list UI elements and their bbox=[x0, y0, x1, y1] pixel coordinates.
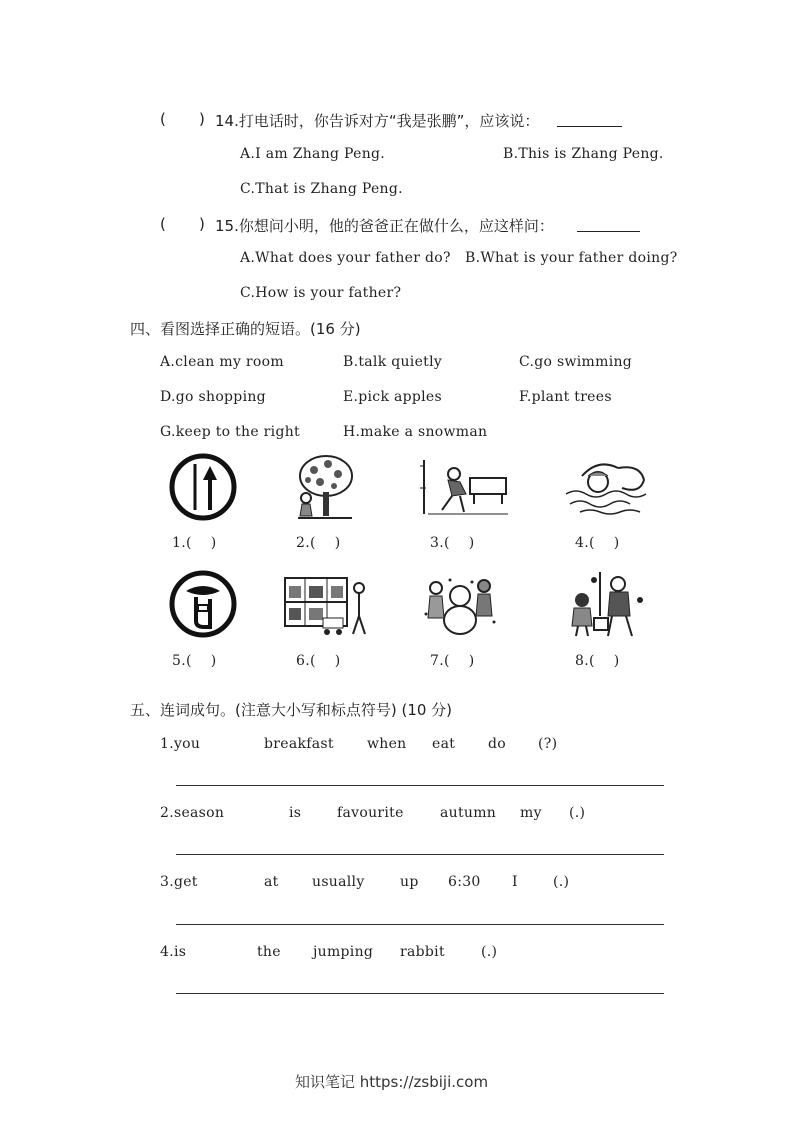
swimming-icon bbox=[560, 454, 650, 518]
item-3-word: at bbox=[264, 874, 279, 890]
q15-option-b: B.What is your father doing? bbox=[465, 250, 678, 266]
picture-6-label: 6.( ) bbox=[296, 653, 341, 669]
item-4-number: 4.is bbox=[160, 944, 187, 960]
item-1-word: breakfast bbox=[264, 736, 334, 752]
item-2-word: my bbox=[520, 805, 542, 821]
item-2-word: favourite bbox=[337, 805, 404, 821]
q15-stem: 15.你想问小明，他的爸爸正在做什么，应这样问： bbox=[215, 217, 554, 235]
tree-planting-icon bbox=[294, 452, 356, 522]
item-2-word: is bbox=[289, 805, 302, 821]
item-1-word: do bbox=[488, 736, 506, 752]
q14-answer-blank[interactable] bbox=[557, 126, 622, 127]
item-2-word: (.) bbox=[569, 805, 586, 821]
phrase-f: F.plant trees bbox=[519, 389, 612, 405]
picture-3-label: 3.( ) bbox=[430, 535, 475, 551]
boy-cleaning-room-icon bbox=[418, 458, 510, 518]
q14-stem: 14.打电话时，你告诉对方“我是张鹏”，应该说： bbox=[215, 112, 540, 130]
phrase-a: A.clean my room bbox=[160, 354, 284, 370]
picture-7-label: 7.( ) bbox=[430, 653, 475, 669]
phrase-d: D.go shopping bbox=[160, 389, 266, 405]
item-4-word: (.) bbox=[481, 944, 498, 960]
picture-2-label: 2.( ) bbox=[296, 535, 341, 551]
q15-option-a: A.What does your father do? bbox=[240, 250, 451, 266]
picture-1-label: 1.( ) bbox=[172, 535, 217, 551]
picture-5-label: 5.( ) bbox=[172, 653, 217, 669]
item-3-answer-line[interactable] bbox=[176, 924, 664, 925]
phrase-c: C.go swimming bbox=[519, 354, 633, 370]
item-2-answer-line[interactable] bbox=[176, 854, 664, 855]
item-3-word: 6:30 bbox=[448, 874, 481, 890]
quiet-sign-icon bbox=[168, 569, 238, 639]
item-3-word: usually bbox=[312, 874, 365, 890]
section4-title: 四、看图选择正确的短语。(16 分) bbox=[130, 320, 361, 338]
phrase-h: H.make a snowman bbox=[343, 424, 488, 440]
item-1-number: 1.you bbox=[160, 736, 201, 752]
q14-option-a: A.I am Zhang Peng. bbox=[240, 146, 386, 162]
q15-paren-open: ( bbox=[160, 215, 166, 233]
item-3-word: up bbox=[400, 874, 419, 890]
section5-title: 五、连词成句。(注意大小写和标点符号) (10 分) bbox=[130, 701, 453, 719]
item-4-word: jumping bbox=[313, 944, 374, 960]
phrase-e: E.pick apples bbox=[343, 389, 443, 405]
q14-paren-close: ) bbox=[199, 110, 205, 128]
q15-option-c: C.How is your father? bbox=[240, 285, 402, 301]
item-1-word: (?) bbox=[538, 736, 558, 752]
shopping-icon bbox=[283, 574, 371, 638]
picture-8-label: 8.( ) bbox=[575, 653, 620, 669]
keep-right-sign-icon bbox=[168, 452, 238, 522]
item-3-number: 3.get bbox=[160, 874, 198, 890]
item-1-word: eat bbox=[432, 736, 456, 752]
picture-4-label: 4.( ) bbox=[575, 535, 620, 551]
item-4-word: the bbox=[257, 944, 281, 960]
q15-paren-close: ) bbox=[199, 215, 205, 233]
picking-apples-icon bbox=[568, 570, 648, 640]
q14-paren-open: ( bbox=[160, 110, 166, 128]
q15-answer-blank[interactable] bbox=[577, 231, 640, 232]
item-3-word: I bbox=[512, 874, 518, 890]
item-4-answer-line[interactable] bbox=[176, 993, 664, 994]
phrase-g: G.keep to the right bbox=[160, 424, 300, 440]
item-2-number: 2.season bbox=[160, 805, 225, 821]
footer-watermark: 知识笔记 https://zsbiji.com bbox=[295, 1073, 489, 1091]
q14-option-c: C.That is Zhang Peng. bbox=[240, 181, 403, 197]
item-1-word: when bbox=[367, 736, 407, 752]
item-2-word: autumn bbox=[440, 805, 497, 821]
item-4-word: rabbit bbox=[400, 944, 445, 960]
item-3-word: (.) bbox=[553, 874, 570, 890]
item-1-answer-line[interactable] bbox=[176, 785, 664, 786]
q14-option-b: B.This is Zhang Peng. bbox=[503, 146, 664, 162]
phrase-b: B.talk quietly bbox=[343, 354, 443, 370]
snowman-icon bbox=[420, 574, 500, 638]
